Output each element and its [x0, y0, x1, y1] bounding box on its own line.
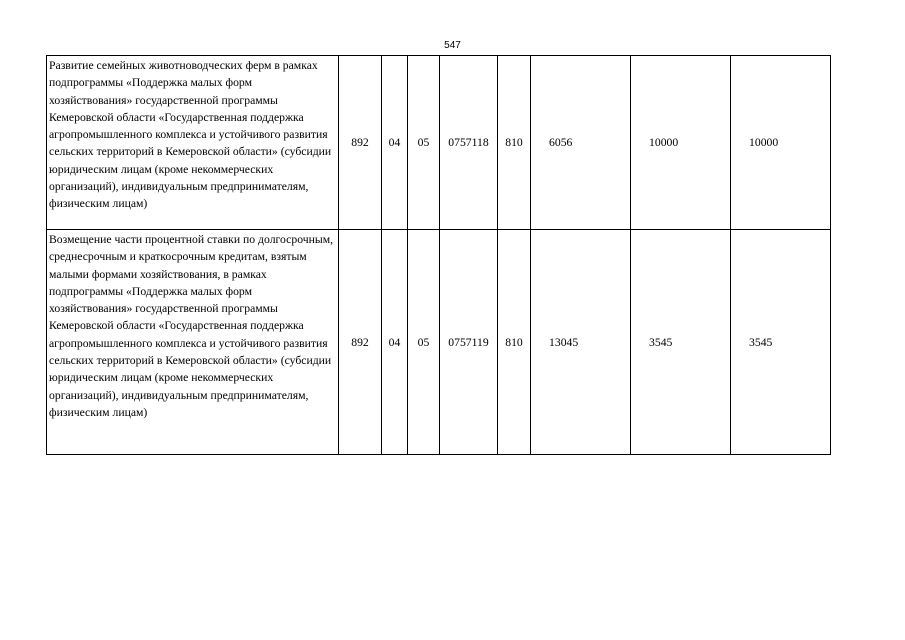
section-code: 04: [382, 56, 408, 230]
amount-1: 6056: [531, 56, 631, 230]
row-description: Развитие семейных животноводческих ферм в рамках подпрограммы «Поддержка малых форм хозяйствования» государственной программы Кемеровской области «Государственная поддержка агропромышленного комплекса и устойчивого развития сельских территорий в Кемеровской области» (субсидии юридическим лицам (кроме некоммерческих организаций), индивидуальным предпринимателям, физическим лицам): [47, 56, 339, 230]
amount-3: 10000: [731, 56, 831, 230]
amount-1: 13045: [531, 230, 631, 455]
target-article-code: 0757118: [440, 56, 498, 230]
section-code: 04: [382, 230, 408, 455]
amount-2: 3545: [631, 230, 731, 455]
subsection-code: 05: [408, 230, 440, 455]
target-article-code: 0757119: [440, 230, 498, 455]
budget-table: [46, 55, 831, 455]
amount-3: 3545: [731, 230, 831, 455]
ministry-code: 892: [339, 56, 382, 230]
expense-type-code: 810: [498, 56, 531, 230]
table-row: [47, 56, 831, 230]
ministry-code: 892: [339, 230, 382, 455]
row-description: Возмещение части процентной ставки по долгосрочным, среднесрочным и краткосрочным кредитам, взятым малыми формами хозяйствования, в рамках подпрограммы «Поддержка малых форм хозяйствования» государственной программы Кемеровской области «Государственная поддержка агропромышленного комплекса и устойчивого развития сельских территорий в Кемеровской области» (субсидии юридическим лицам (кроме некоммерческих организаций), индивидуальным предпринимателям, физическим лицам): [47, 230, 339, 455]
subsection-code: 05: [408, 56, 440, 230]
table-row: [47, 230, 831, 455]
amount-2: 10000: [631, 56, 731, 230]
expense-type-code: 810: [498, 230, 531, 455]
page-number: 547: [444, 40, 461, 51]
